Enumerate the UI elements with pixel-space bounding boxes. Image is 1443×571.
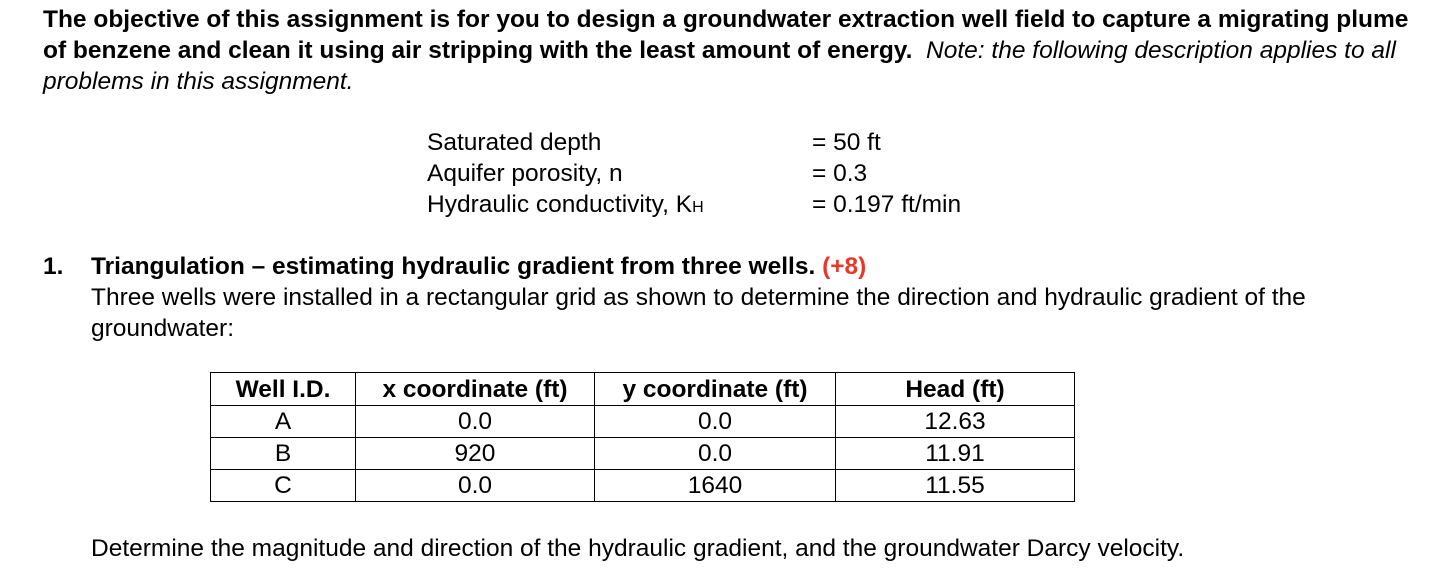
assignment-intro: [43, 4, 1433, 97]
question-1-heading: [43, 251, 1433, 282]
table-cell: 0.0: [356, 470, 595, 502]
question-number: 1.: [43, 253, 64, 280]
table-row: [211, 438, 1075, 470]
table-cell: 1640: [595, 470, 836, 502]
column-header: Head (ft): [836, 373, 1075, 406]
param-label: Saturated depth: [427, 129, 602, 156]
param-value: = 50 ft: [812, 129, 881, 156]
param-label: Hydraulic conductivity, KH: [427, 191, 704, 218]
table-cell: 12.63: [836, 406, 1075, 438]
question-title: Triangulation – estimating hydraulic gradient from three wells. (+8): [91, 253, 867, 280]
table-cell: A: [211, 406, 356, 438]
task-instruction: Determine the magnitude and direction of the hydraulic gradient, and the groundwater Darcy velocity.: [91, 535, 1185, 562]
table-cell: 920: [356, 438, 595, 470]
intro-objective: The objective of this assignment is for you to design a groundwater extraction well field to capture a migrating plume of benzene and clean it using air stripping with the least amount of energy.: [43, 6, 1409, 64]
table-row: [211, 406, 1075, 438]
cut-off-text-line: [91, 564, 831, 571]
param-label: Aquifer porosity, n: [427, 160, 623, 187]
table-cell: B: [211, 438, 356, 470]
table-cell: 0.0: [595, 438, 836, 470]
table-cell: 11.55: [836, 470, 1075, 502]
table-cell: 11.91: [836, 438, 1075, 470]
intro-note: Note: the following description applies to all problems in this assignment.: [43, 37, 1396, 95]
table-cell: C: [211, 470, 356, 502]
column-header: x coordinate (ft): [356, 373, 595, 406]
table-header-row: [211, 373, 1075, 406]
column-header: Well I.D.: [211, 373, 356, 406]
points-badge: (+8): [822, 253, 867, 280]
param-value: = 0.3: [812, 160, 868, 187]
param-value: = 0.197 ft/min: [812, 191, 962, 218]
wells-table: [210, 372, 1075, 502]
table-cell: 0.0: [595, 406, 836, 438]
column-header: y coordinate (ft): [595, 373, 836, 406]
table-cell: 0.0: [356, 406, 595, 438]
table-row: [211, 470, 1075, 502]
question-body: Three wells were installed in a rectangular grid as shown to determine the direction and hydraulic gradient of the groundwater:: [91, 284, 1306, 342]
question-1: [43, 251, 1433, 344]
